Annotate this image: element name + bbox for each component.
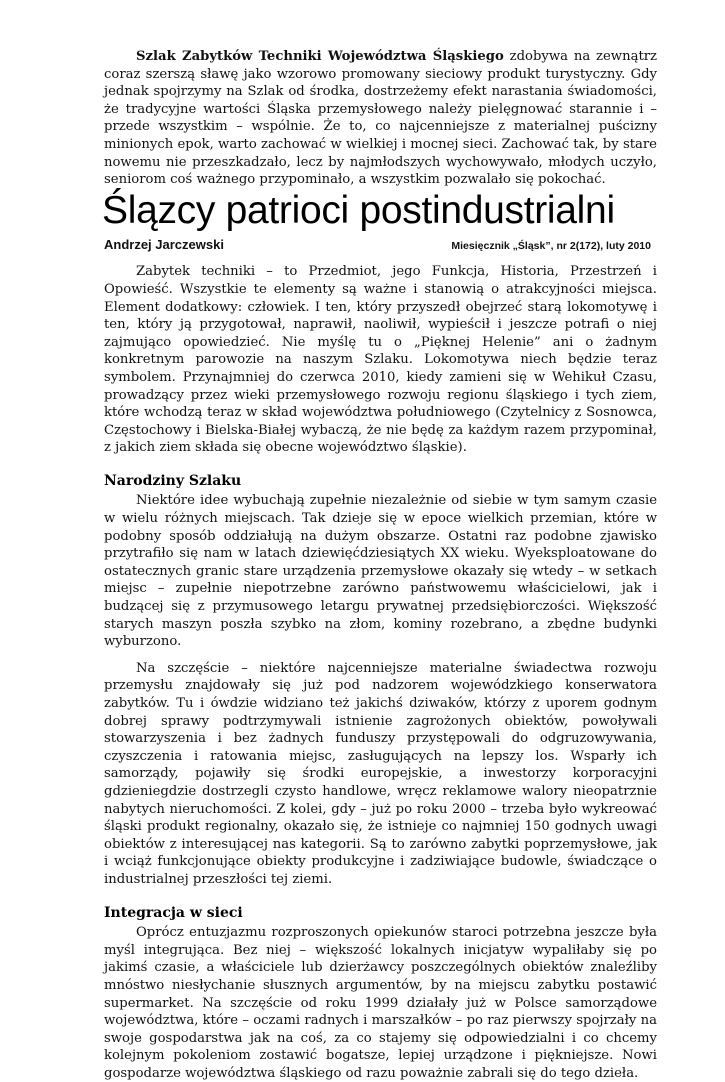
author-name: Andrzej Jarczewski (104, 236, 224, 252)
paragraph-gap (104, 651, 657, 660)
intro-paragraph (104, 48, 657, 189)
byline (104, 236, 657, 256)
publication-source: Miesięcznik „Śląsk”, nr 2(172), luty 2010 (451, 239, 651, 252)
paragraph: Zabytek techniki – to Przedmiot, jego Funkcja, Historia, Przestrzeń i Opowieść. Wszystkie te elementy są ważne i stanowią o atrakcyjności miejsca. Element dodatkowy: człowiek. I ten, który przyszedł obejrzeć starą lokomotywę i ten, który ją przygotował, naprawił, naoliwił, wypieścił i jeszcze potrafi o niej zajmująco opowiedzieć. Nie myślę tu o „Pięknej Helenie” ani o żadnym konkretnym parowozie na naszym Szlaku. Lokomotywa niech będzie teraz symbolem. Przynajmniej do czerwca 2010, kiedy zamieni się w Wehikuł Czasu, prowadzący przez wieki przemysłowego rozwoju regionu śląskiego i tych ziem, które wchodzą teraz w skład województwa południowego (Czytelnicy z Sosnowca, Częstochowy i Bielska-Białej wybaczą, że nie będę za każdym razem przypominał, z jakich ziem składa się obecne województwo śląskie). (104, 264, 657, 456)
document-page (104, 48, 657, 1082)
intro-text: zdobywa na zewnątrz coraz szerszą sławę jako wzorowo promowany sieciowy produkt turystyczny. Gdy jednak spojrzymy na Szlak od środka, dostrzeżemy efekt narastania świadomości, że tradycyjne wartości Śląska przemysłowego należy pielęgnować starannie i – przede wszystkim – wspólnie. Że to, co najcenniejsze z materialnej puścizny minionych epok, warto zachować w wielkiej i mocnej sieci. Zachować tak, by stare nowemu nie przeszkadzało, lecz by najmłodszych wychowywało, młodych uczyło, seniorom coś ważnego przypominało, a wszystkim pozwalało się pokochać. (104, 49, 657, 188)
paragraph: Oprócz entuzjazmu rozproszonych opiekunów staroci potrzebna jeszcze była myśl integrująca. Bez niej – większość lokalnych inicjatyw wypaliłaby się po jakimś czasie, a właściciele lub dzierżawcy poszczególnych obiektów znaleźliby mnóstwo niesłychanie słusznych argumentów, by na miejscu zabytku postawić supermarket. Na szczęście od roku 1999 działały już w Polsce samorządowe województwa, które – oczami radnych i marszałków – po raz pierwszy spojrzały na swoje gospodarstwa jak na coś, za co stajemy się odpowiedzialni i co chcemy kolejnym pokoleniom zostawić bogatsze, lepiej urządzone i piękniejsze. Nowi gospodarze województwa śląskiego od razu poważnie zabrali się do tego dzieła. (104, 925, 657, 1081)
paragraph: Niektóre idee wybuchają zupełnie niezależnie od siebie w tym samym czasie w wielu różnych miejscach. Tak dzieje się w epoce wielkich przemian, które w podobny sposób oddziałują na dużym obszarze. Ostatni raz podobne zjawisko przytrafiło się nam w latach dziewięćdziesiątych XX wieku. Wyeksploatowane do ostatecznych granic stare urządzenia przemysłowe okazały się wtedy – w setkach miejsc – zupełnie niepotrzebne zarówno państwowemu właścicielowi, jak i budzącej się z przymusowego letargu prywatnej przedsiębiorczości. Większość starych maszyn poszła szybko na złom, kominy rozebrano, a zbędne budynki wyburzono. (104, 493, 657, 650)
section-heading-narodziny: Narodziny Szlaku (104, 472, 242, 489)
intro-bold-lead: Szlak Zabytków Techniki Województwa Śląskiego (136, 49, 504, 64)
paragraph: Na szczęście – niektóre najcenniejsze materialne świadectwa rozwoju przemysłu znajdowały się już pod nadzorem wojewódzkiego konserwatora zabytków. Tu i ówdzie widziano też jakichś dziwaków, którzy z uporem godnym dobrej sprawy podtrzymywali istnienie zagrożonych obiektów, powoływali stowarzyszenia i bez żadnych funduszy przystępowali do odgruzowywania, czyszczenia i ratowania miejsc, zasługujących na lepszy los. Wsparły ich samorządy, pojawiły się środki europejskie, a inwestorzy korporacyjni gdzieniegdzie dostrzegli czysto handlowe, wręcz reklamowe walory nieopatrznie nabytych nieruchomości. Z kolei, gdy – już po roku 2000 – trzeba było wykreować śląski produkt regionalny, okazało się, że istnieje co najmniej 150 godnych uwagi obiektów z interesującej nas kategorii. Są to zarówno zabytki poprzemysłowe, jak i wciąż funkcjonujące obiekty produkcyjne i zadziwiające budowle, świadczące o industrialnej przeszłości tej ziemi. (104, 660, 657, 887)
article-title: Ślązcy patrioci postindustrialni (102, 188, 615, 232)
section-heading-integracja: Integracja w sieci (104, 904, 243, 921)
